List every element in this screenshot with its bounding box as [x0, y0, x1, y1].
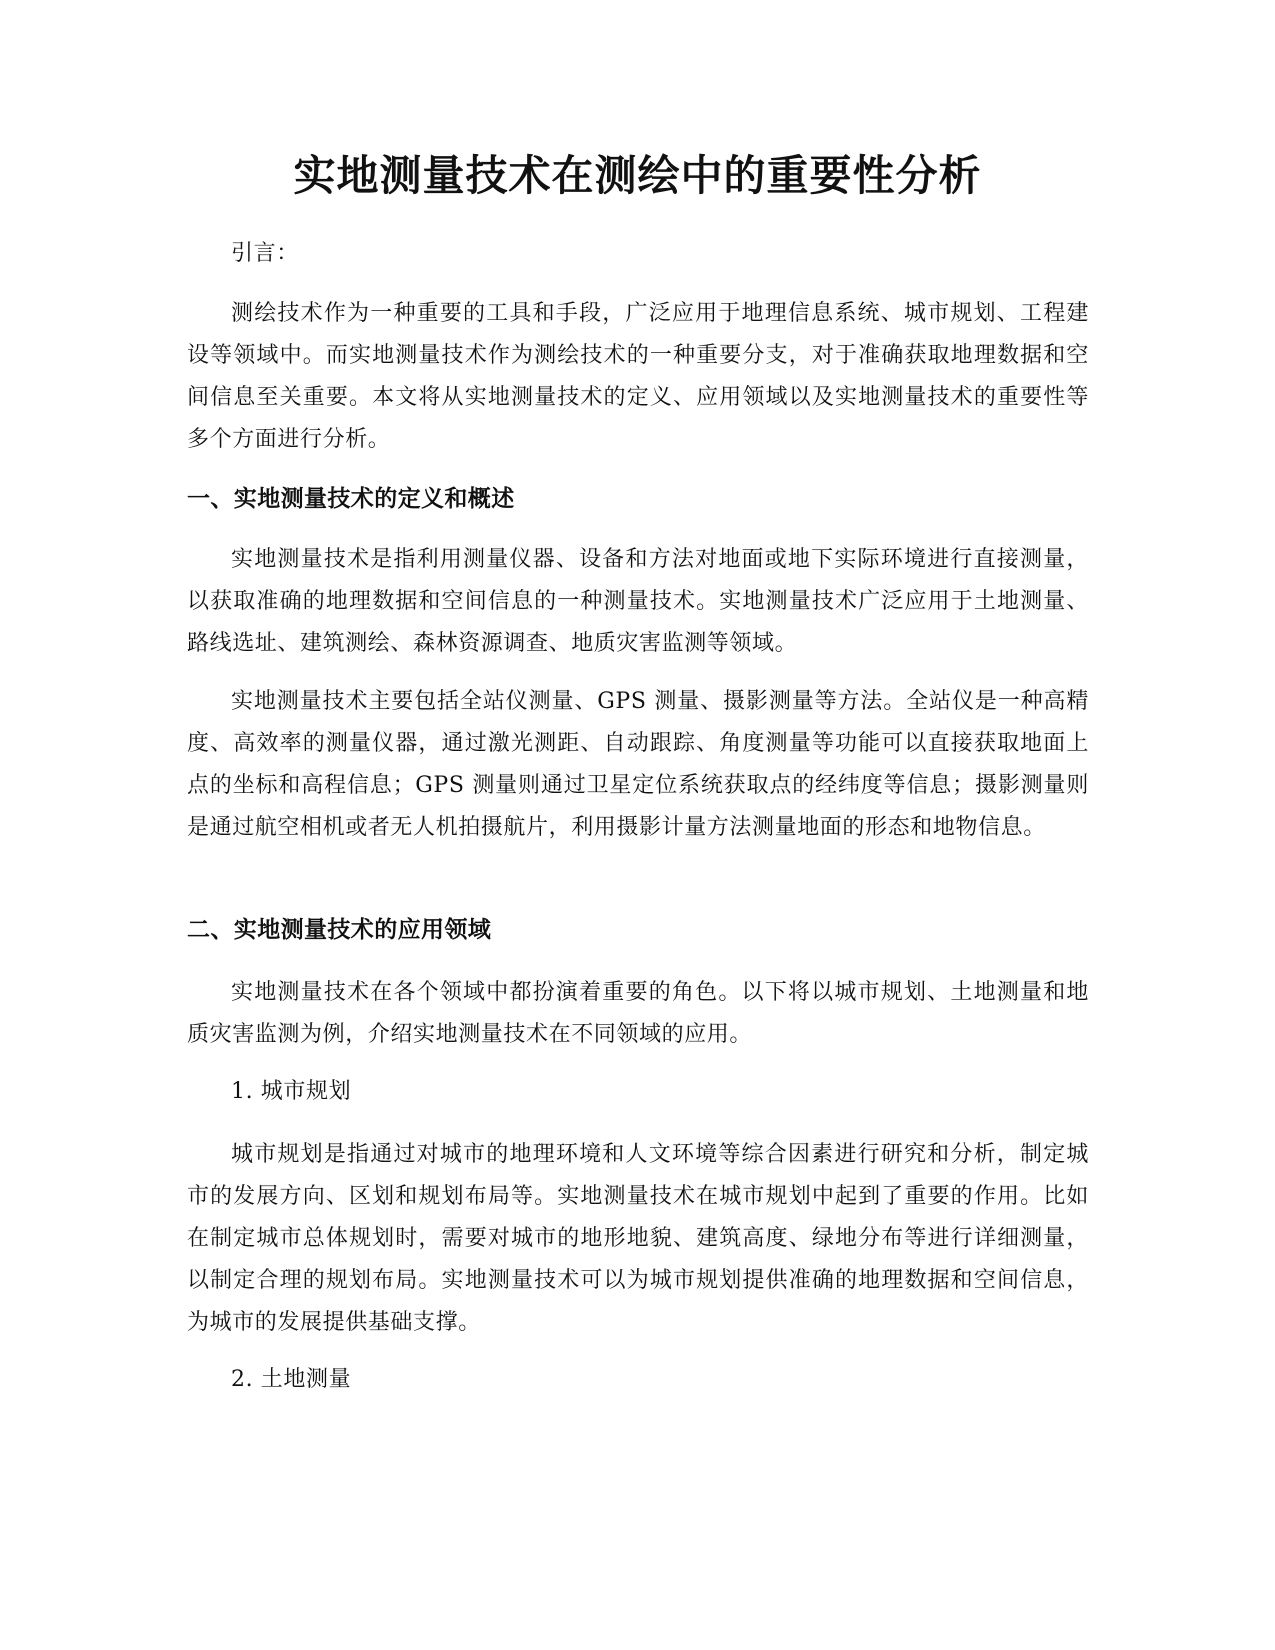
- document-title: 实地测量技术在测绘中的重要性分析: [293, 151, 982, 200]
- intro-label: 引言：: [231, 241, 299, 266]
- section-1-heading: 一、实地测量技术的定义和概述: [187, 486, 515, 512]
- intro-paragraph: 测绘技术作为一种重要的工具和手段，广泛应用于地理信息系统、城市规划、工程建设等领域中。而实地测量技术作为测绘技术的一种重要分支，对于准确获取地理数据和空间信息至关重要。本文将从实地测量技术的定义、应用领域以及实地测量技术的重要性等多个方面进行分析。: [187, 301, 1089, 452]
- list-item-2-label: 2. 土地测量: [231, 1367, 352, 1392]
- section-1-paragraph-2: 实地测量技术主要包括全站仪测量、GPS 测量、摄影测量等方法。全站仪是一种高精度、高效率的测量仪器，通过激光测距、自动跟踪、角度测量等功能可以直接获取地面上点的坐标和高程信息；GPS 测量则通过卫星定位系统获取点的经纬度等信息；摄影测量则是通过航空相机或者无人机拍摄航片，利用摄影计量方法测量地面的形态和地物信息。: [187, 689, 1089, 840]
- list-item-1-label: 1. 城市规划: [231, 1079, 352, 1104]
- list-item-1-paragraph: 城市规划是指通过对城市的地理环境和人文环境等综合因素进行研究和分析，制定城市的发展方向、区划和规划布局等。实地测量技术在城市规划中起到了重要的作用。比如在制定城市总体规划时，需要对城市的地形地貌、建筑高度、绿地分布等进行详细测量，以制定合理的规划布局。实地测量技术可以为城市规划提供准确的地理数据和空间信息，为城市的发展提供基础支撑。: [187, 1142, 1089, 1335]
- section-2-paragraph-1: 实地测量技术在各个领域中都扮演着重要的角色。以下将以城市规划、土地测量和地质灾害监测为例，介绍实地测量技术在不同领域的应用。: [187, 980, 1089, 1047]
- section-2-heading: 二、实地测量技术的应用领域: [187, 917, 492, 943]
- section-1-paragraph-1: 实地测量技术是指利用测量仪器、设备和方法对地面或地下实际环境进行直接测量，以获取准确的地理数据和空间信息的一种测量技术。实地测量技术广泛应用于土地测量、路线选址、建筑测绘、森林资源调查、地质灾害监测等领域。: [187, 547, 1089, 656]
